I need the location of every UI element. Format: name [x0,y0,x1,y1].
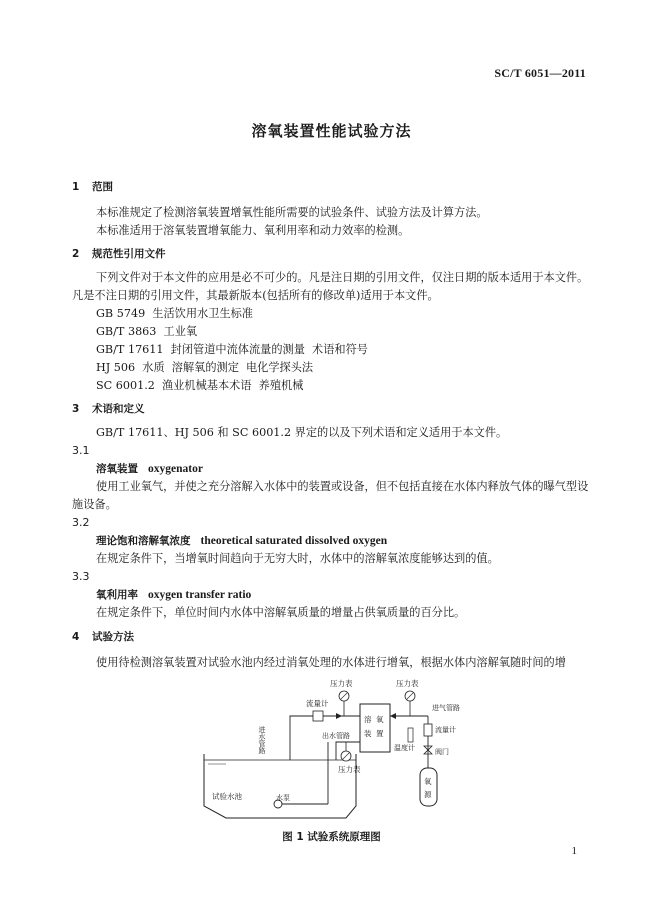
test-tank [204,754,356,818]
term-en: oxygenator [148,463,203,475]
thermometer-label: 温度计 [394,744,415,752]
valve-label: 阀门 [435,748,449,756]
section-1 [72,178,592,240]
source-label: 氧 [424,777,432,786]
pressure-gauge-bottom-label: 压力表 [338,765,361,774]
term-heading [72,460,592,478]
term-zh: 理论饱和溶解氧浓度 [96,535,191,547]
device-label: 装 [364,729,372,738]
term-zh: 氧利用率 [96,589,138,601]
term-number: 3.3 [72,570,90,583]
term-definition: 在规定条件下，当增氧时间趋向于无穷大时，水体中的溶解氧浓度能够达到的值。 [96,552,499,565]
term-heading [72,532,592,550]
section-3-heading [72,400,592,418]
section-number: 3 [72,403,80,415]
section-2 [72,245,592,395]
term-definition: 使用工业氧气，并使之充分溶解入水体中的装置或设备，但不包括直接在水体内释放气体的曝气型设施设备。 [72,480,589,511]
term-definition: 在规定条件下，单位时间内水体中溶解氧质量的增量占供氧质量的百分比。 [96,606,466,619]
device-label: 溶 [364,715,372,724]
section-title: 试验方法 [92,631,134,643]
oxygen-source [420,768,437,806]
reference-item: HJ 506 水质 溶解氧的测定 电化学探头法 [96,361,314,374]
term-en: theoretical saturated dissolved oxygen [200,535,388,547]
paragraph: 下列文件对于本文件的应用是必不可少的。凡是注日期的引用文件，仅注日期的版本适用于本文件。凡是不注日期的引用文件，其最新版本(包括所有的修改单)适用于本文件。 [72,271,589,302]
section-1-heading [72,178,592,196]
reference-item: GB 5749 生活饮用水卫生标准 [96,307,253,320]
standard-number: SC/T 6051—2011 [494,66,586,80]
reference-item: GB/T 3863 工业氧 [96,325,198,338]
device-label: 置 [376,729,384,738]
section-3 [72,400,592,622]
document-title: 溶氧装置性能试验方法 [251,122,412,140]
water-pump [274,742,328,808]
section-number: 2 [72,248,80,260]
tank-label: 试验水池 [212,792,242,801]
section-2-heading [72,245,592,263]
flowmeter-right-label: 流量计 [435,726,456,734]
term-number: 3.1 [72,444,90,457]
section-number: 4 [72,631,80,643]
section-title: 规范性引用文件 [92,248,166,260]
figure-caption: 图 1 试验系统原理图 [282,831,381,843]
flowmeter-left-label: 流量计 [306,699,329,708]
reference-item: SC 6001.2 渔业机械基本术语 养殖机械 [96,379,304,392]
term-number: 3.2 [72,516,90,529]
inlet-water-label: 进水管路 [258,726,266,754]
source-label: 源 [424,790,432,799]
inlet-gas-label: 进气管路 [432,704,460,712]
pressure-gauge-right-label: 压力表 [396,679,419,688]
term-heading [72,586,592,604]
oxygenator-box [360,704,390,752]
reference-item: GB/T 17611 封闭管道中流体流量的测量 术语和符号 [96,343,368,356]
section-title: 术语和定义 [92,403,145,415]
pump-label: 水泵 [276,794,290,802]
paragraph: 本标准适用于溶氧装置增氧能力、氧利用率和动力效率的检测。 [96,224,410,237]
paragraph: 本标准规定了检测溶氧装置增氧性能所需要的试验条件、试验方法及计算方法。 [96,206,488,219]
term-en: oxygen transfer ratio [148,589,252,601]
pressure-gauge-left-label: 压力表 [330,679,353,688]
section-4 [72,628,592,672]
page-number: 1 [571,845,577,857]
outlet-water-label: 出水管路 [322,732,350,740]
gas-line [390,678,460,768]
pressure-gauge-left [330,678,353,716]
term-zh: 溶氧装置 [96,463,138,475]
section-number: 1 [72,181,80,193]
test-system-diagram [196,676,476,826]
paragraph: GB/T 17611、HJ 506 和 SC 6001.2 界定的以及下列术语和定义适用于本文件。 [96,426,508,439]
section-4-heading [72,628,592,646]
flowmeter-left [306,698,329,721]
device-label: 氧 [376,715,384,724]
section-title: 范围 [92,181,113,193]
paragraph: 使用待检测溶氧装置对试验水池内经过消氧处理的水体进行增氧，根据水体内溶解氧随时间的增 [96,656,566,669]
